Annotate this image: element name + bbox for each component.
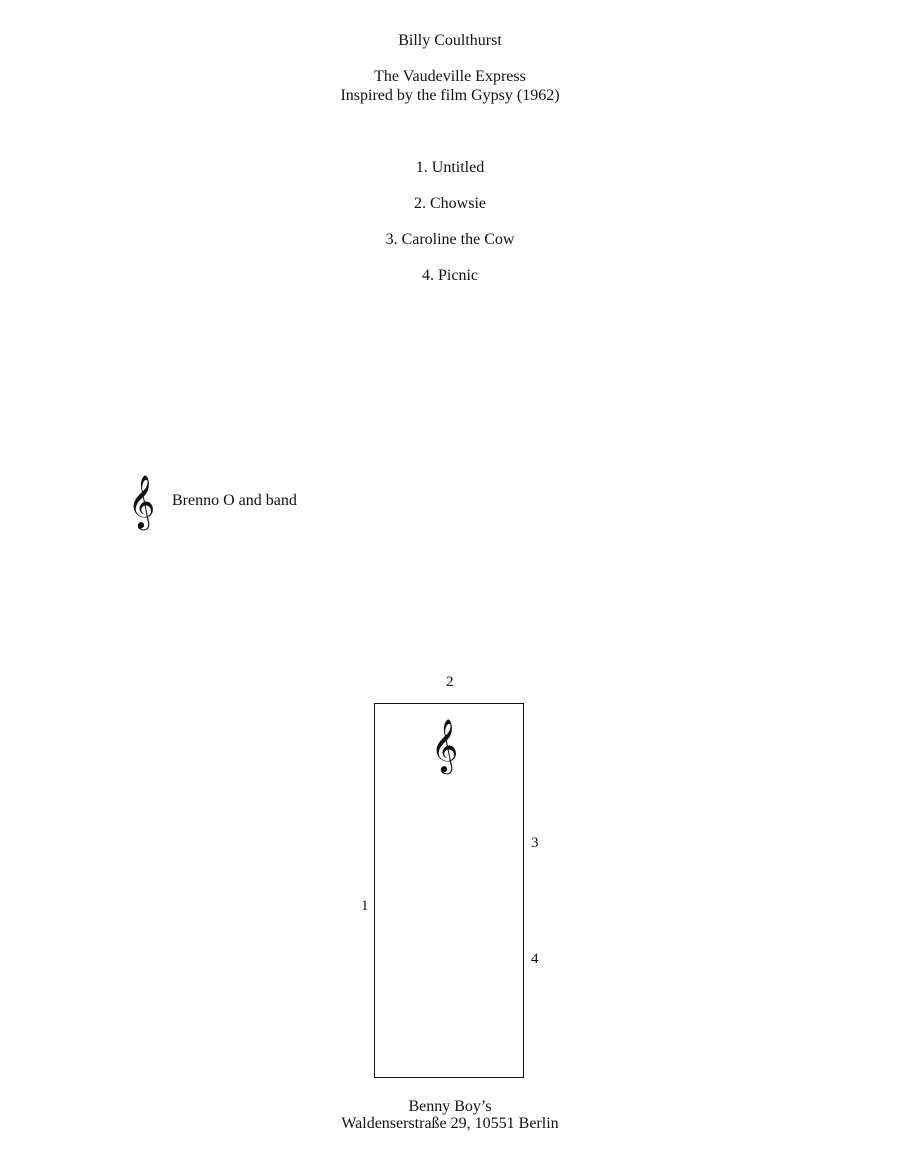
position-label-top: 2 — [446, 674, 454, 690]
work-title: The Vaudeville Express — [374, 68, 526, 85]
treble-clef-icon: 𝄞 — [431, 718, 459, 772]
legend-label: Brenno O and band — [172, 492, 297, 509]
list-item: 3. Caroline the Cow — [385, 231, 515, 248]
list-item: 2. Chowsie — [414, 195, 486, 212]
position-label-right-lower: 4 — [531, 951, 539, 967]
list-item: 4. Picnic — [422, 267, 478, 284]
treble-clef-icon: 𝄞 — [128, 474, 156, 528]
position-label-left: 1 — [361, 898, 369, 914]
list-item: 1. Untitled — [415, 159, 485, 176]
position-label-right-upper: 3 — [531, 835, 539, 851]
venue-address: Waldenserstraße 29, 10551 Berlin — [341, 1115, 559, 1132]
band-legend — [128, 470, 297, 532]
author-name: Billy Coulthurst — [398, 32, 502, 49]
work-subtitle: Inspired by the film Gypsy (1962) — [340, 87, 560, 104]
venue-name: Benny Boy’s — [408, 1098, 492, 1115]
